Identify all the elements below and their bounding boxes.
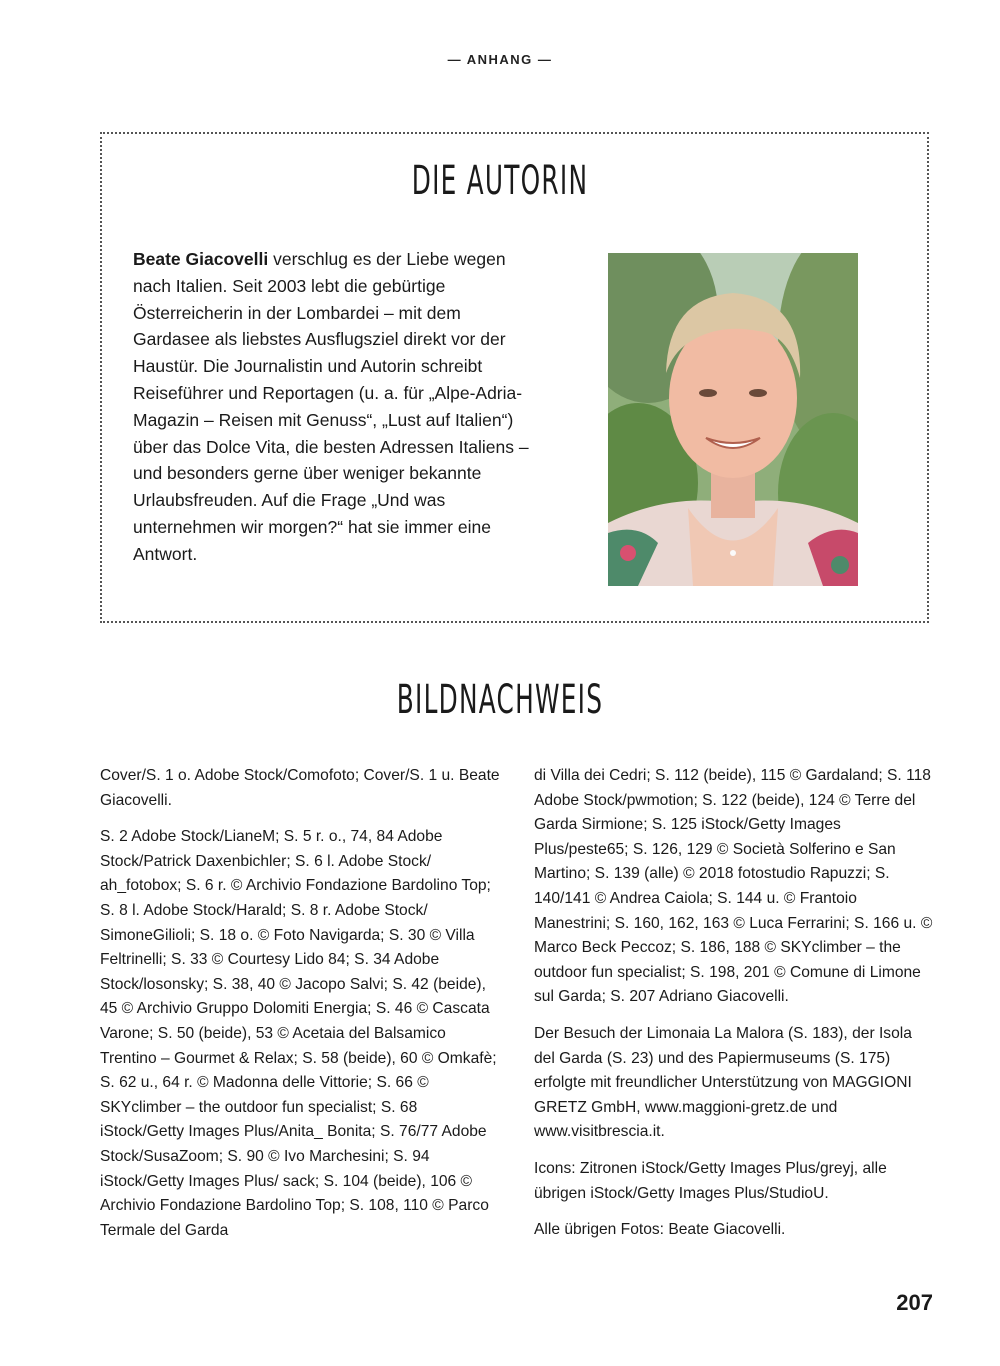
author-heading: DIE AUTORIN [411, 158, 589, 204]
author-name: Beate Giacovelli [133, 249, 269, 269]
credits-right-column [534, 764, 934, 1255]
credit-paragraph: Der Besuch der Limonaia La Malora (S. 183), der Isola del Garda (S. 23) und des Papiermuseums (S. 175) erfolgte mit freundlicher Unterstützung von MAGGIONI GRETZ GmbH, www.maggioni-gretz.de und www.visitbrescia.it. [534, 1024, 912, 1141]
credit-paragraph: Alle übrigen Fotos: Beate Giacovelli. [534, 1221, 786, 1239]
author-photo [608, 253, 858, 586]
author-bio-text: verschlug es der Liebe wegen nach Italien. Seit 2003 lebt die gebürtige Österreicherin in der Lombardei – mit dem Gardasee als liebstes Ausflugsziel direkt vor der Haustür. Die Journalistin und Autorin schreibt Reiseführer und Reportagen (u. a. für „Alpe-Adria-Magazin – Reisen mit Genuss“, „Lust auf Italien“) über das Dolce Vita, die besten Adressen Italiens – und besonders gerne über weniger bekannte Urlaubsfreuden. Auf die Frage „Und was unternehmen wir morgen?“ hat sie immer eine Antwort. [133, 249, 529, 564]
author-bio [133, 246, 533, 568]
credits-heading: BILDNACHWEIS [396, 677, 604, 723]
credit-paragraph: di Villa dei Cedri; S. 112 (beide), 115 © Gardaland; S. 118 Adobe Stock/pwmotion; S. 122 (beide), 124 © Terre del Garda Sirmione; S. 125 iStock/Getty Images Plus/peste65; S. 126, 129 © Società Solferino e San Martino; S. 139 (alle) © 2018 fotostudio Rapuzzi; S. 140/141 © Andrea Caiola; S. 144 u. © Frantoio Manestrini; S. 160, 162, 163 © Luca Ferrarini; S. 166 u. © Marco Beck Peccoz; S. 186, 188 © SKYclimber – the outdoor fun specialist; S. 198, 201 © Comune di Limone sul Garda; S. 207 Adriano Giacovelli. [534, 767, 933, 1006]
page-number: 207 [896, 1290, 933, 1315]
credit-paragraph: Cover/S. 1 o. Adobe Stock/Comofoto; Cover/S. 1 u. Beate Giacovelli. [100, 767, 500, 809]
credit-paragraph: S. 2 Adobe Stock/LianeM; S. 5 r. o., 74, 84 Adobe Stock/Patrick Daxenbichler; S. 6 l. Adobe Stock/ ah_fotobox; S. 6 r. © Archivio Fondazione Bardolino Top; S. 8 l. Adobe Stock/Harald; S. 8 r. Adobe Stock/ SimoneGilioli; S. 18 o. © Foto Navigarda; S. 30 © Villa Feltrinelli; S. 33 © Courtesy Lido 84; S. 34 Adobe Stock/losonsky; S. 38, 40 © Jacopo Salvi; S. 42 (beide), 45 © Archivio Gruppo Dolomiti Energia; S. 46 © Cascata Varone; S. 50 (beide), 53 © Acetaia del Balsamico Trentino – Gourmet & Relax; S. 58 (beide), 60 © Omkafè; S. 62 u., 64 r. © Madonna delle Vittorie; S. 66 © SKYclimber – the outdoor fun specialist; S. 68 iStock/Getty Images Plus/Anita_ Bonita; S. 76/77 Adobe Stock/SusaZoom; S. 90 © Ivo Marchesini; S. 94 iStock/Getty Images Plus/ sack; S. 104 (beide), 106 © Archivio Fondazione Bardolino Top; S. 108, 110 © Parco Termale del Garda [100, 828, 497, 1239]
credits-left-column [100, 764, 500, 1255]
running-head: — ANHANG — [447, 52, 553, 67]
credit-paragraph: Icons: Zitronen iStock/Getty Images Plus/greyj, alle übrigen iStock/Getty Images Plus/StudioU. [534, 1159, 887, 1202]
